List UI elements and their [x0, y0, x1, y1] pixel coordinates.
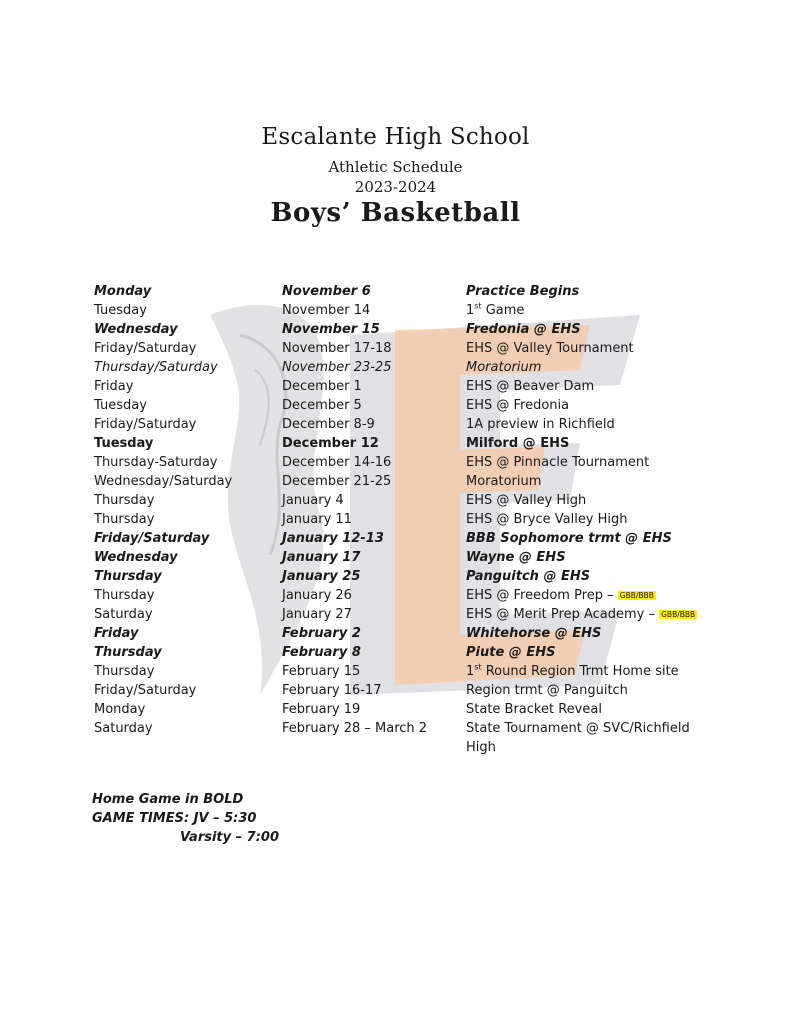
schedule-day: Wednesday — [94, 550, 178, 565]
schedule-row — [0, 301, 791, 320]
schedule-day: Thursday — [94, 645, 162, 660]
event-ordinal-suffix: st — [474, 301, 482, 311]
schedule-event — [466, 624, 706, 643]
schedule-date: November 15 — [282, 322, 380, 337]
schedule-event — [466, 415, 706, 434]
event-text: Game — [481, 303, 525, 318]
schedule-day: Tuesday — [94, 303, 147, 318]
schedule-date: January 11 — [282, 512, 352, 527]
schedule-day: Thursday — [94, 512, 155, 527]
schedule-event — [466, 396, 706, 415]
schedule-row — [0, 643, 791, 662]
schedule-day: Thursday — [94, 588, 155, 603]
schedule-row — [0, 624, 791, 643]
schedule-event — [466, 358, 706, 377]
schedule-row — [0, 320, 791, 339]
home-game-note: Home Game in BOLD — [92, 792, 244, 807]
schedule-row — [0, 282, 791, 301]
schedule-event — [466, 301, 706, 320]
schedule-row — [0, 339, 791, 358]
event-text: BBB Sophomore trmt @ EHS — [466, 531, 672, 546]
gbb-bbb-highlight-tag: GBB/BBB — [619, 591, 654, 600]
school-name: Escalante High School — [261, 124, 530, 150]
event-text: EHS @ Fredonia — [466, 398, 570, 413]
event-text: EHS @ Beaver Dam — [466, 379, 595, 394]
schedule-row — [0, 415, 791, 434]
schedule-row — [0, 377, 791, 396]
schedule-day: Tuesday — [94, 436, 154, 451]
schedule-row — [0, 510, 791, 529]
schedule-row — [0, 472, 791, 491]
schedule-date: November 14 — [282, 303, 371, 318]
schedule-row — [0, 529, 791, 548]
event-text: EHS @ Valley High — [466, 493, 587, 508]
schedule-date: December 21-25 — [282, 474, 392, 489]
schedule-event — [466, 339, 706, 358]
event-ordinal-suffix: st — [474, 662, 482, 672]
schedule-date: December 5 — [282, 398, 362, 413]
schedule-date: November 6 — [282, 284, 371, 299]
schedule-day: Friday/Saturday — [94, 417, 197, 432]
schedule-date: December 12 — [282, 436, 379, 451]
schedule-event — [466, 320, 706, 339]
schedule-event — [466, 662, 706, 681]
schedule-event — [466, 529, 706, 548]
schedule-day: Wednesday/Saturday — [94, 474, 233, 489]
event-text: EHS @ Pinnacle Tournament — [466, 455, 650, 470]
schedule-subtitle: Athletic Schedule — [328, 158, 463, 176]
event-text: Region trmt @ Panguitch — [466, 683, 628, 698]
schedule-day: Friday/Saturday — [94, 341, 197, 356]
schedule-row — [0, 662, 791, 681]
event-text: Piute @ EHS — [466, 645, 556, 660]
schedule-date: January 12-13 — [282, 531, 384, 546]
schedule-row — [0, 681, 791, 700]
schedule-date: January 26 — [282, 588, 352, 603]
schedule-day: Saturday — [94, 607, 153, 622]
event-text: 1A preview in Richfield — [466, 417, 615, 432]
schedule-date: February 19 — [282, 702, 361, 717]
schedule-day: Thursday — [94, 569, 162, 584]
schedule-event — [466, 586, 706, 605]
schedule-row — [0, 396, 791, 415]
schedule-date: January 17 — [282, 550, 361, 565]
event-text: Fredonia @ EHS — [466, 322, 581, 337]
schedule-day: Wednesday — [94, 322, 178, 337]
schedule-date: December 14-16 — [282, 455, 392, 470]
schedule-date: November 17-18 — [282, 341, 392, 356]
schedule-event — [466, 605, 706, 624]
sport-title: Boys’ Basketball — [270, 198, 521, 228]
schedule-row — [0, 453, 791, 472]
schedule-row — [0, 567, 791, 586]
event-text: Moratorium — [466, 360, 542, 375]
schedule-row — [0, 586, 791, 605]
event-text: State Tournament @ SVC/Richfield High — [466, 721, 690, 755]
event-text: EHS @ Bryce Valley High — [466, 512, 628, 527]
event-text: EHS @ Freedom Prep – — [466, 588, 618, 603]
event-text: EHS @ Merit Prep Academy – — [466, 607, 660, 622]
schedule-date: January 4 — [282, 493, 344, 508]
schedule-date: February 15 — [282, 664, 361, 679]
schedule-row — [0, 491, 791, 510]
event-text: State Bracket Reveal — [466, 702, 602, 717]
schedule-day: Monday — [94, 284, 152, 299]
schedule-event — [466, 567, 706, 586]
schedule-day: Saturday — [94, 721, 153, 736]
schedule-event — [466, 472, 706, 491]
schedule-day: Thursday — [94, 664, 155, 679]
event-text: Milford @ EHS — [466, 436, 570, 451]
game-times-varsity: Varsity – 7:00 — [180, 830, 280, 845]
schedule-event — [466, 643, 706, 662]
school-year: 2023-2024 — [354, 178, 437, 196]
schedule-date: January 25 — [282, 569, 361, 584]
schedule-event — [466, 700, 706, 719]
schedule-row — [0, 719, 791, 755]
schedule-date: February 8 — [282, 645, 361, 660]
schedule-event — [466, 548, 706, 567]
schedule-day: Monday — [94, 702, 146, 717]
schedule-row — [0, 605, 791, 624]
event-text: Moratorium — [466, 474, 542, 489]
game-times-jv: GAME TIMES: JV – 5:30 — [92, 811, 257, 826]
schedule-date: February 2 — [282, 626, 361, 641]
gbb-bbb-highlight-tag: GBB/BBB — [661, 610, 696, 619]
schedule-date: November 23-25 — [282, 360, 392, 375]
schedule-row — [0, 700, 791, 719]
schedule-date: December 8-9 — [282, 417, 375, 432]
event-ordinal-number: 1 — [466, 664, 475, 679]
schedule-row — [0, 434, 791, 453]
schedule-day: Thursday-Saturday — [94, 455, 218, 470]
event-text: EHS @ Valley Tournament — [466, 341, 634, 356]
schedule-date: February 16-17 — [282, 683, 382, 698]
schedule-day: Tuesday — [94, 398, 147, 413]
schedule-event — [466, 434, 706, 453]
event-text: Whitehorse @ EHS — [466, 626, 602, 641]
schedule-row — [0, 548, 791, 567]
event-text: Practice Begins — [466, 284, 580, 299]
schedule-date: February 28 – March 2 — [282, 721, 428, 736]
schedule-row — [0, 358, 791, 377]
schedule-event — [466, 377, 706, 396]
event-text: Wayne @ EHS — [466, 550, 566, 565]
schedule-day: Friday/Saturday — [94, 683, 197, 698]
schedule-event — [466, 681, 706, 700]
schedule-day: Friday — [94, 626, 139, 641]
schedule-event — [466, 282, 706, 301]
schedule-date: January 27 — [282, 607, 352, 622]
schedule-day: Thursday — [94, 493, 155, 508]
event-text: Round Region Trmt Home site — [481, 664, 679, 679]
event-ordinal-number: 1 — [466, 303, 475, 318]
schedule-event — [466, 719, 706, 757]
event-text: Panguitch @ EHS — [466, 569, 591, 584]
schedule-date: December 1 — [282, 379, 362, 394]
schedule-event — [466, 510, 706, 529]
schedule-day: Thursday/Saturday — [94, 360, 218, 375]
schedule-day: Friday/Saturday — [94, 531, 210, 546]
schedule-day: Friday — [94, 379, 134, 394]
schedule-table — [0, 282, 791, 755]
schedule-event — [466, 453, 706, 472]
schedule-event — [466, 491, 706, 510]
